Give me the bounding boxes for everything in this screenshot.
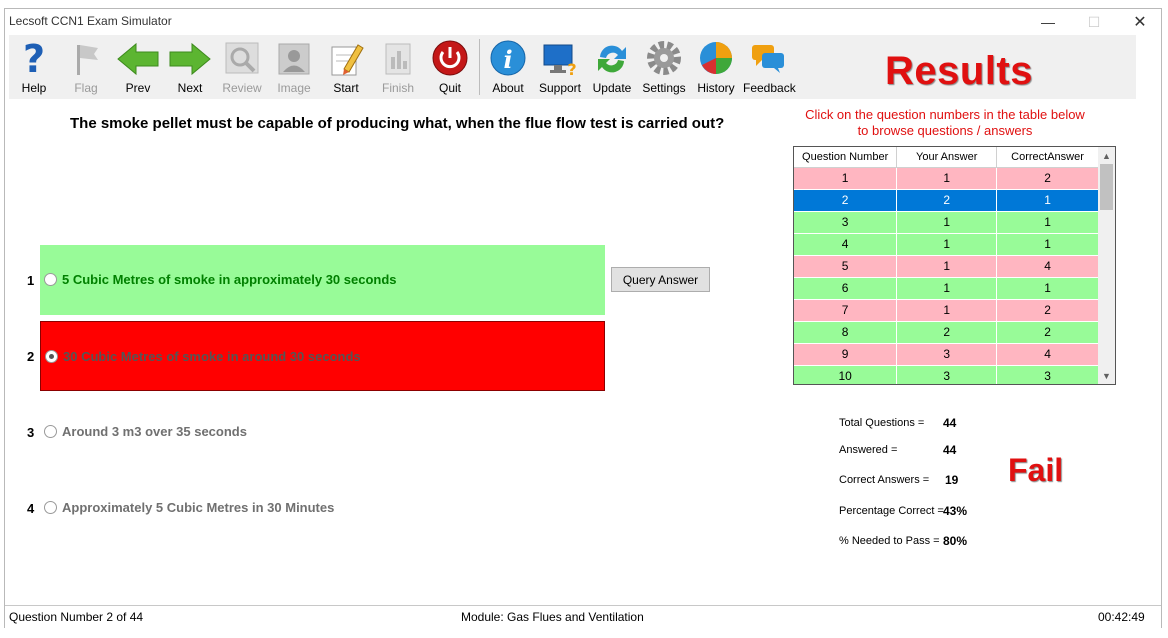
- start-button[interactable]: [321, 37, 371, 97]
- pencil-paper-icon: [326, 39, 366, 79]
- cell-your-answer[interactable]: 1: [897, 299, 997, 321]
- table-row[interactable]: [794, 277, 1099, 299]
- cell-correct-answer[interactable]: 1: [997, 233, 1099, 255]
- table-row[interactable]: [794, 189, 1099, 211]
- flag-label: Flag: [74, 81, 98, 95]
- cell-your-answer[interactable]: 2: [897, 321, 997, 343]
- pie-chart-icon: [696, 39, 736, 79]
- support-icon: [540, 39, 580, 79]
- gear-icon: [644, 39, 684, 79]
- history-label: History: [697, 81, 735, 95]
- close-button[interactable]: ✕: [1133, 14, 1147, 31]
- result-status: Fail: [1008, 452, 1064, 488]
- total-questions-label: Total Questions =: [839, 417, 925, 429]
- answer-text-4: Approximately 5 Cubic Metres in 30 Minutes: [62, 500, 335, 515]
- status-bar: [5, 605, 1161, 628]
- cell-correct-answer[interactable]: 2: [997, 167, 1099, 189]
- cell-your-answer[interactable]: 1: [897, 211, 997, 233]
- answered-label: Answered =: [839, 444, 898, 456]
- answer-number-4: 4: [27, 501, 35, 516]
- cell-question-number[interactable]: 2: [794, 189, 897, 211]
- cell-correct-answer[interactable]: 1: [997, 211, 1099, 233]
- cell-your-answer[interactable]: 3: [897, 365, 997, 385]
- support-button[interactable]: [535, 37, 585, 97]
- next-button[interactable]: [165, 37, 215, 97]
- status-module: Module: Gas Flues and Ventilation: [461, 610, 644, 624]
- help-button[interactable]: [9, 37, 59, 97]
- flag-icon: [66, 39, 106, 79]
- correct-answers-value: 19: [945, 473, 959, 487]
- answer-number-2: 2: [27, 349, 35, 364]
- help-label: Help: [21, 81, 47, 95]
- refresh-icon: [592, 39, 632, 79]
- results-heading: Results: [885, 49, 1033, 93]
- about-button[interactable]: [483, 37, 533, 97]
- cell-correct-answer[interactable]: 1: [997, 189, 1099, 211]
- answered-value: 44: [943, 443, 957, 457]
- cell-your-answer[interactable]: 3: [897, 343, 997, 365]
- query-answer-button[interactable]: Query Answer: [611, 267, 710, 292]
- answer-text-2: 30 Cubic Metres of smoke in around 30 seconds: [63, 349, 361, 364]
- history-button[interactable]: [691, 37, 741, 97]
- window-title: Lecsoft CCN1 Exam Simulator: [9, 14, 172, 28]
- cell-question-number[interactable]: 6: [794, 277, 897, 299]
- info-icon: [488, 39, 528, 79]
- review-button[interactable]: [217, 37, 267, 97]
- answer-option-1[interactable]: [40, 245, 605, 315]
- power-icon: [430, 39, 470, 79]
- prev-button[interactable]: [113, 37, 163, 97]
- magnifier-icon: [222, 39, 262, 79]
- about-label: About: [492, 81, 524, 95]
- answer-option-3[interactable]: [40, 422, 605, 442]
- table-row[interactable]: [794, 299, 1099, 321]
- total-questions-value: 44: [943, 416, 957, 430]
- quit-label: Quit: [438, 81, 461, 95]
- feedback-button[interactable]: [743, 37, 796, 97]
- cell-your-answer[interactable]: 1: [897, 233, 997, 255]
- answer-radio-3[interactable]: [44, 425, 57, 438]
- table-row[interactable]: [794, 343, 1099, 365]
- image-button[interactable]: [269, 37, 319, 97]
- maximize-button[interactable]: ☐: [1087, 13, 1101, 30]
- finish-button[interactable]: [373, 37, 423, 97]
- answer-radio-2[interactable]: [45, 350, 58, 363]
- feedback-label: Feedback: [743, 81, 796, 95]
- cell-correct-answer[interactable]: 2: [997, 299, 1099, 321]
- cell-correct-answer[interactable]: 2: [997, 321, 1099, 343]
- update-label: Update: [592, 81, 632, 95]
- prev-label: Prev: [125, 81, 151, 95]
- svg-text:i: i: [503, 45, 513, 74]
- answer-text-1: 5 Cubic Metres of smoke in approximately 30 seconds: [62, 272, 397, 287]
- cell-question-number[interactable]: 8: [794, 321, 897, 343]
- settings-label: Settings: [642, 81, 686, 95]
- correct-answers-label: Correct Answers =: [839, 474, 930, 486]
- answer-number-3: 3: [27, 425, 35, 440]
- cell-question-number[interactable]: 7: [794, 299, 897, 321]
- cell-correct-answer[interactable]: 4: [997, 343, 1099, 365]
- next-label: Next: [177, 81, 203, 95]
- cell-question-number[interactable]: 3: [794, 211, 897, 233]
- table-row[interactable]: [794, 365, 1099, 385]
- cell-your-answer[interactable]: 1: [897, 277, 997, 299]
- minimize-button[interactable]: —: [1041, 14, 1055, 30]
- cell-your-answer[interactable]: 2: [897, 189, 997, 211]
- column-header-question-number[interactable]: Question Number: [794, 147, 897, 167]
- image-icon: [274, 39, 314, 79]
- cell-question-number[interactable]: 4: [794, 233, 897, 255]
- quit-button[interactable]: [425, 37, 475, 97]
- percentage-correct-label: Percentage Correct =: [839, 505, 944, 517]
- table-hint-line-2: to browse questions / answers: [857, 123, 1033, 138]
- speech-bubbles-icon: [748, 39, 788, 79]
- results-table[interactable]: [793, 146, 1116, 385]
- main-window: [4, 8, 1162, 628]
- needed-to-pass-value: 80%: [943, 534, 968, 548]
- answer-text-3: Around 3 m3 over 35 seconds: [62, 424, 247, 439]
- cell-question-number[interactable]: 5: [794, 255, 897, 277]
- svg-text:?: ?: [22, 39, 46, 79]
- answer-radio-4[interactable]: [44, 501, 57, 514]
- column-header-your-answer[interactable]: Your Answer: [897, 147, 997, 167]
- column-header-correct-answer[interactable]: CorrectAnswer: [997, 147, 1099, 167]
- table-row[interactable]: [794, 233, 1099, 255]
- status-question-number: Question Number 2 of 44: [9, 610, 144, 624]
- settings-button[interactable]: [639, 37, 689, 97]
- table-row[interactable]: [794, 321, 1099, 343]
- answer-number-1: 1: [27, 273, 35, 288]
- cell-question-number[interactable]: 1: [794, 167, 897, 189]
- cell-question-number[interactable]: 10: [794, 365, 897, 385]
- table-row[interactable]: [794, 255, 1099, 277]
- support-label: Support: [538, 81, 582, 95]
- finish-icon: [378, 39, 418, 79]
- title-bar: [5, 9, 1161, 35]
- start-label: Start: [333, 81, 359, 95]
- question-text: The smoke pellet must be capable of producing what, when the flue flow test is carried out?: [70, 115, 725, 132]
- answer-radio-1[interactable]: [44, 273, 57, 286]
- arrow-left-icon: [116, 39, 160, 79]
- table-header-row: [794, 147, 1099, 167]
- cell-your-answer[interactable]: 1: [897, 167, 997, 189]
- table-row[interactable]: [794, 167, 1099, 189]
- percentage-correct-value: 43%: [943, 504, 968, 518]
- flag-button[interactable]: [61, 37, 111, 97]
- cell-correct-answer[interactable]: 1: [997, 277, 1099, 299]
- table-hint: [795, 107, 1095, 139]
- scroll-thumb[interactable]: [1100, 164, 1113, 210]
- scroll-down-icon[interactable]: ▼: [1102, 370, 1111, 381]
- finish-label: Finish: [381, 81, 414, 95]
- scroll-up-icon[interactable]: ▲: [1102, 150, 1111, 161]
- cell-your-answer[interactable]: 1: [897, 255, 997, 277]
- cell-question-number[interactable]: 9: [794, 343, 897, 365]
- toolbar-separator: [479, 39, 480, 95]
- cell-correct-answer[interactable]: 4: [997, 255, 1099, 277]
- image-label: Image: [277, 81, 311, 95]
- needed-to-pass-label: % Needed to Pass =: [839, 535, 940, 547]
- table-row[interactable]: [794, 211, 1099, 233]
- table-scrollbar[interactable]: [1098, 147, 1115, 384]
- arrow-right-icon: [168, 39, 212, 79]
- svg-text:?: ?: [567, 60, 577, 79]
- answer-option-4[interactable]: [40, 498, 605, 518]
- answer-option-2[interactable]: [40, 321, 605, 391]
- help-icon: [14, 39, 54, 79]
- review-label: Review: [222, 81, 262, 95]
- table-hint-line-1: Click on the question numbers in the table below: [805, 107, 1085, 122]
- cell-correct-answer[interactable]: 3: [997, 365, 1099, 385]
- status-timer: 00:42:49: [1098, 610, 1145, 624]
- update-button[interactable]: [587, 37, 637, 97]
